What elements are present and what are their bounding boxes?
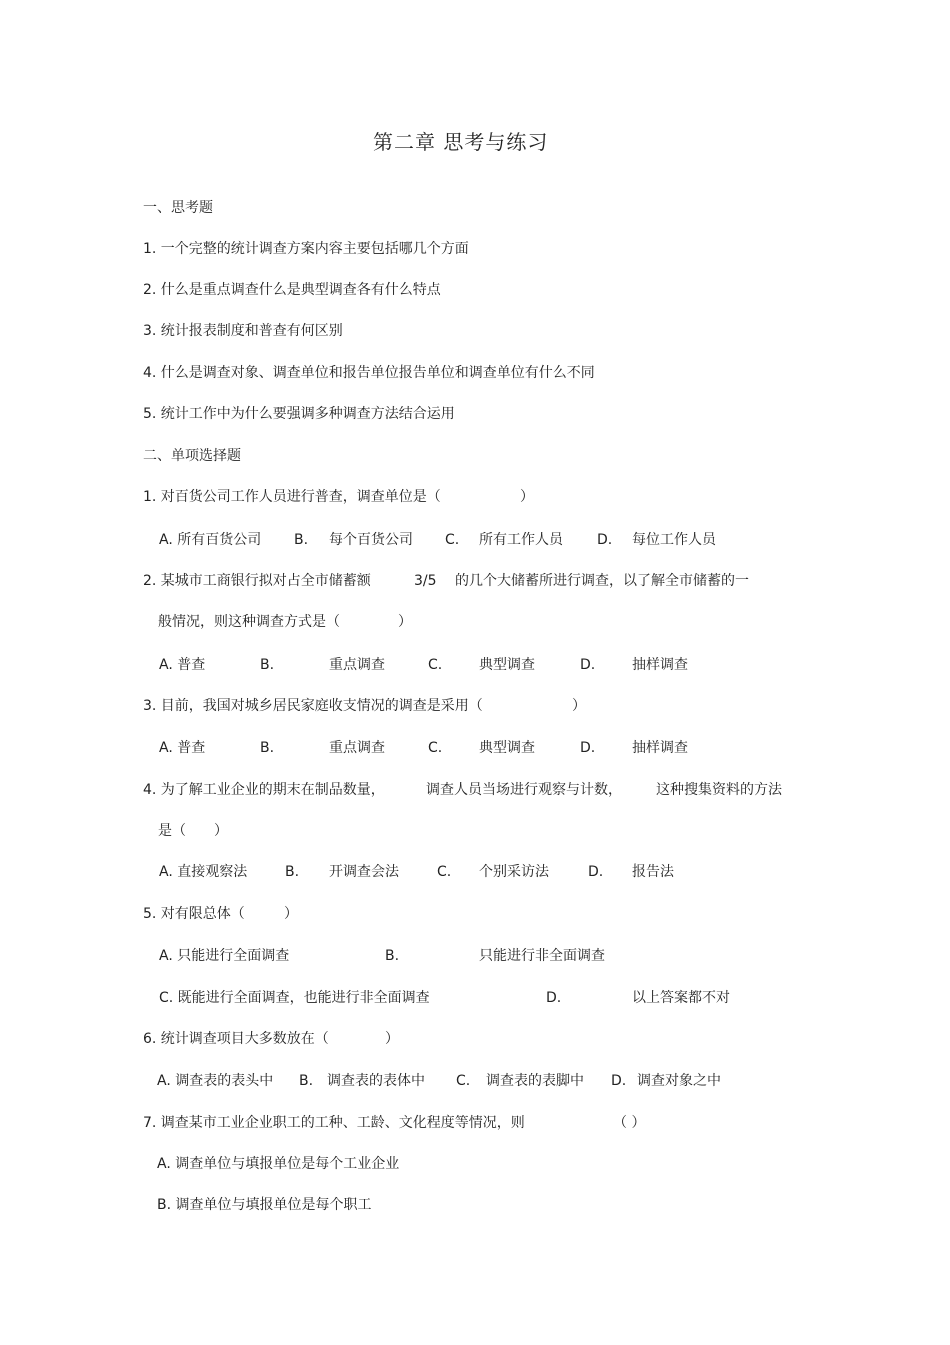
question-2-option-b: 重点调查 (329, 657, 385, 673)
question-5-stem: 5. 对有限总体（ (143, 906, 245, 922)
question-1-option-b-letter: B. (294, 532, 309, 548)
question-1-option-a: A. 所有百货公司 (159, 532, 262, 548)
question-2-stem-part-2: 的几个大储蓄所进行调查，以了解全市储蓄的一 (455, 573, 749, 589)
question-7-option-a: A. 调查单位与填报单位是每个工业企业 (157, 1156, 400, 1172)
question-7-option-b: B. 调查单位与填报单位是每个职工 (157, 1197, 372, 1213)
question-3-option-b: 重点调查 (329, 740, 385, 756)
thinking-question-4: 4. 什么是调查对象、调查单位和报告单位报告单位和调查单位有什么不同 (143, 365, 595, 381)
question-2-stem-part-3: 般情况，则这种调查方式是（ (158, 614, 340, 630)
question-7-paren: （ ） (613, 1115, 646, 1131)
question-3-stem: 3. 目前，我国对城乡居民家庭收支情况的调查是采用（ (143, 698, 483, 714)
question-5-option-c: C. 既能进行全面调查，也能进行非全面调查 (159, 990, 430, 1006)
question-4-option-d-letter: D. (588, 864, 604, 880)
question-6-stem: 6. 统计调查项目大多数放在（ (143, 1031, 329, 1047)
thinking-question-1: 1. 一个完整的统计调查方案内容主要包括哪几个方面 (143, 241, 469, 257)
question-5-option-a: A. 只能进行全面调查 (159, 948, 290, 964)
question-5-option-b: 只能进行非全面调查 (479, 948, 605, 964)
question-2-close-paren: ） (398, 614, 412, 630)
question-2-option-b-letter: B. (260, 657, 275, 673)
question-5-option-d: 以上答案都不对 (632, 990, 730, 1006)
question-2-option-d-letter: D. (580, 657, 596, 673)
question-4-stem-part-4: 是（ (158, 823, 186, 839)
question-4-option-b-letter: B. (285, 864, 300, 880)
question-1-option-c-letter: C. (445, 532, 460, 548)
question-3-close-paren: ） (572, 698, 586, 714)
question-6-option-b: 调查表的表体中 (327, 1073, 425, 1089)
question-3-option-b-letter: B. (260, 740, 275, 756)
question-7-stem: 7. 调查某市工业企业职工的工种、工龄、文化程度等情况，则 (143, 1115, 525, 1131)
question-1-option-d: 每位工作人员 (632, 532, 716, 548)
section-heading-choice: 二、单项选择题 (143, 448, 241, 464)
thinking-question-2: 2. 什么是重点调查什么是典型调查各有什么特点 (143, 282, 441, 298)
question-4-close-paren: ） (214, 823, 228, 839)
question-5-option-d-letter: D. (546, 990, 562, 1006)
question-4-option-a: A. 直接观察法 (159, 864, 248, 880)
question-1-option-b: 每个百货公司 (329, 532, 413, 548)
question-6-option-d-letter: D. (611, 1073, 627, 1089)
question-3-option-a: A. 普查 (159, 740, 206, 756)
question-1-stem: 1. 对百货公司工作人员进行普查，调查单位是（ (143, 489, 441, 505)
question-2-option-a: A. 普查 (159, 657, 206, 673)
question-4-stem-part-2: 调查人员当场进行观察与计数， (426, 782, 622, 798)
question-3-option-c-letter: C. (428, 740, 443, 756)
question-1-option-c: 所有工作人员 (479, 532, 563, 548)
question-4-stem-part-3: 这种搜集资料的方法 (656, 782, 782, 798)
question-1-option-d-letter: D. (597, 532, 613, 548)
thinking-question-5: 5. 统计工作中为什么要强调多种调查方法结合运用 (143, 406, 455, 422)
section-heading-thinking: 一、思考题 (143, 200, 213, 216)
question-4-option-c-letter: C. (437, 864, 452, 880)
question-3-option-d: 抽样调查 (632, 740, 688, 756)
question-6-option-d: 调查对象之中 (637, 1073, 721, 1089)
question-5-option-b-letter: B. (385, 948, 400, 964)
question-2-fraction: 3/5 (414, 573, 437, 589)
question-2-option-d: 抽样调查 (632, 657, 688, 673)
question-1-close-paren: ） (520, 489, 534, 505)
question-6-close-paren: ） (385, 1031, 399, 1047)
question-2-option-c-letter: C. (428, 657, 443, 673)
question-3-option-c: 典型调查 (479, 740, 535, 756)
question-6-option-c-letter: C. (456, 1073, 471, 1089)
question-2-option-c: 典型调查 (479, 657, 535, 673)
question-4-option-c: 个别采访法 (479, 864, 549, 880)
question-6-option-b-letter: B. (299, 1073, 314, 1089)
page-title: 第二章 思考与练习 (373, 130, 549, 154)
question-4-stem-part-1: 4. 为了解工业企业的期末在制品数量， (143, 782, 385, 798)
question-6-option-c: 调查表的表脚中 (486, 1073, 584, 1089)
question-4-option-d: 报告法 (632, 864, 674, 880)
question-6-option-a: A. 调查表的表头中 (157, 1073, 274, 1089)
question-4-option-b: 开调查会法 (329, 864, 399, 880)
question-5-close-paren: ） (284, 906, 298, 922)
thinking-question-3: 3. 统计报表制度和普查有何区别 (143, 323, 343, 339)
question-2-stem-part-1: 2. 某城市工商银行拟对占全市储蓄额 (143, 573, 371, 589)
question-3-option-d-letter: D. (580, 740, 596, 756)
